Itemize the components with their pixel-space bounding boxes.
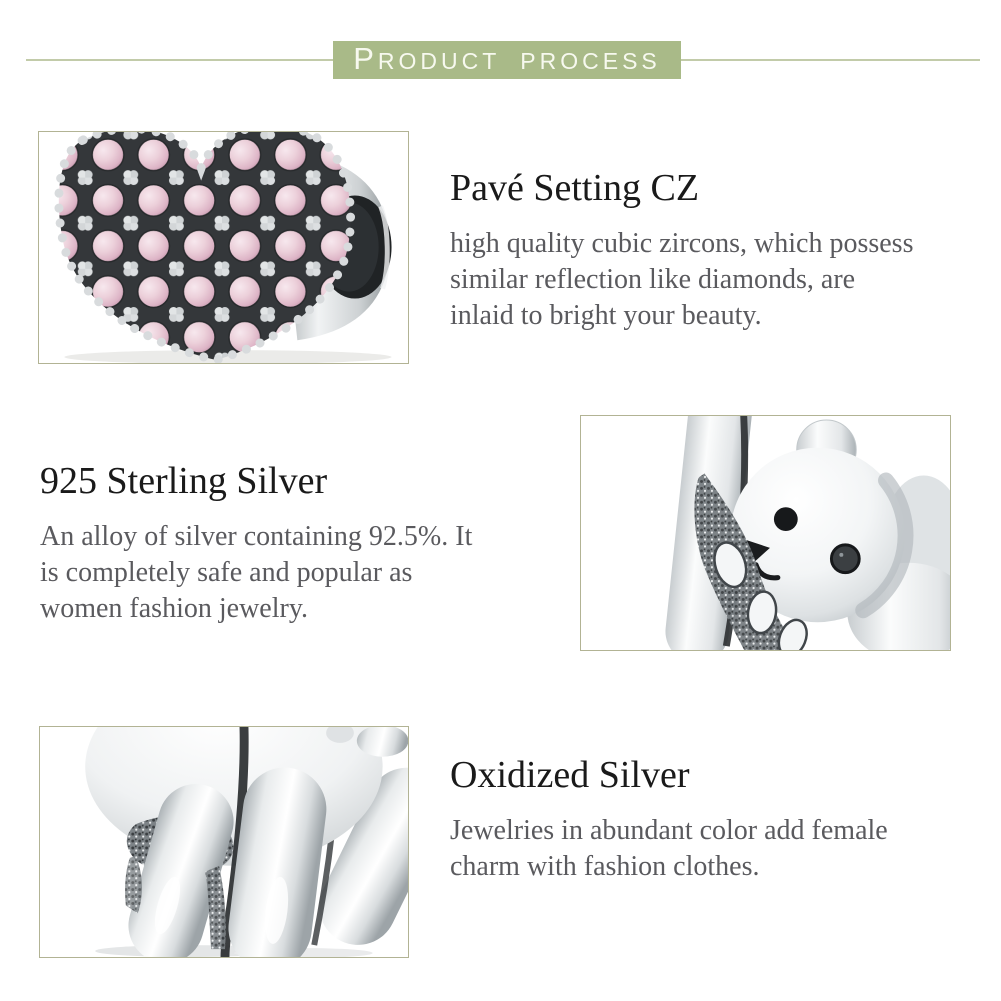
section-body (40, 519, 580, 627)
body-line: An alloy of silver containing 92.5%. It (40, 521, 473, 552)
section-title: Pavé Setting CZ (450, 167, 700, 209)
body-line: similar reflection like diamonds, are (450, 264, 856, 295)
section-pave-setting-cz (450, 166, 990, 334)
body-line: high quality cubic zircons, which possess (450, 228, 914, 259)
body-line: inlaid to bright your beauty. (450, 300, 762, 331)
body-line: women fashion jewelry. (40, 593, 308, 624)
body-line: is completely safe and popular as (40, 557, 413, 588)
header-banner (333, 41, 681, 79)
body-line: Jewelries in abundant color add female (450, 815, 888, 846)
pave-cz-heart-photo (38, 131, 409, 364)
body-line: charm with fashion clothes. (450, 851, 760, 882)
section-title: 925 Sterling Silver (40, 460, 328, 502)
section-body (450, 813, 990, 885)
silver-bear-head-illustration (581, 416, 950, 650)
section-body (450, 226, 990, 334)
page-title: PRODUCT PROCESS (353, 41, 661, 76)
section-oxidized-silver (450, 753, 990, 885)
silver-bear-head-photo (580, 415, 951, 651)
pave-cz-heart-illustration (39, 132, 408, 363)
section-925-sterling-silver (40, 459, 580, 627)
oxidized-bear-legs-illustration (40, 727, 408, 957)
section-title: Oxidized Silver (450, 754, 690, 796)
oxidized-bear-legs-photo (39, 726, 409, 958)
